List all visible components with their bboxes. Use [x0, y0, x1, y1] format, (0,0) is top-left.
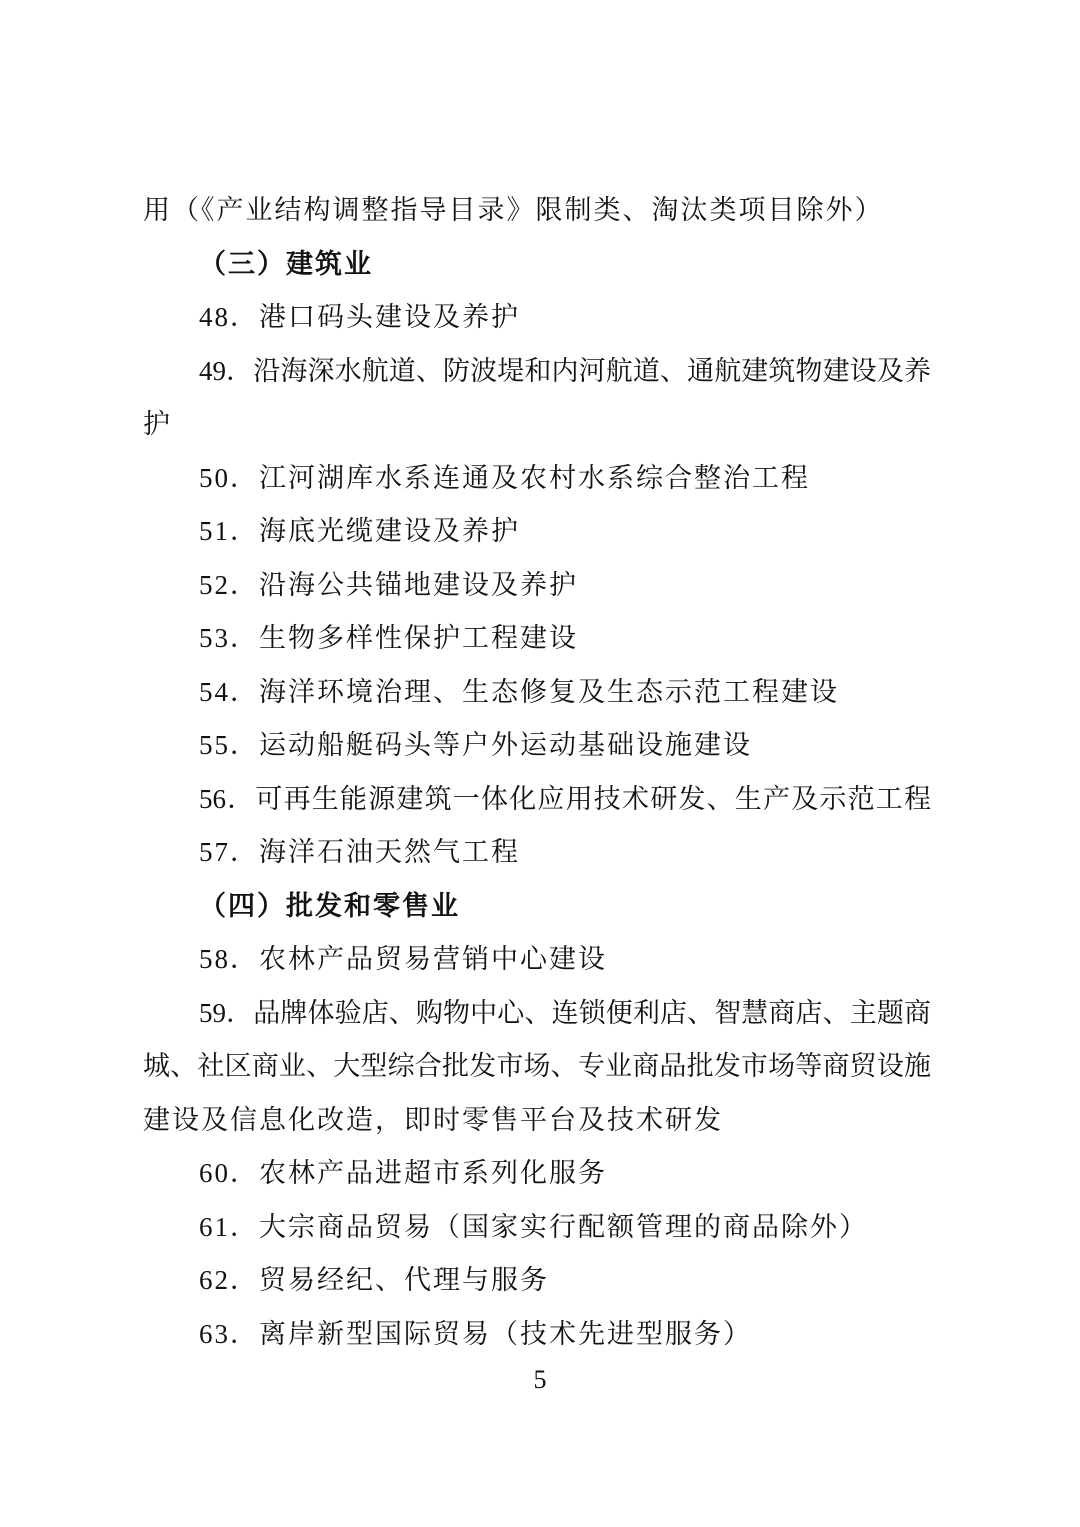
list-item: 61．大宗商品贸易（国家实行配额管理的商品除外） — [199, 1211, 868, 1242]
list-item: 57．海洋石油天然气工程 — [199, 837, 520, 867]
list-item: 59．品牌体验店、购物中心、连锁便利店、智慧商店、主题商 — [199, 997, 931, 1028]
continuation-line: 护 — [143, 409, 172, 439]
list-item: 56．可再生能源建筑一体化应用技术研发、生产及示范工程 — [199, 783, 931, 814]
continuation-line: 城、社区商业、大型综合批发市场、专业商品批发市场等商贸设施 — [143, 1051, 931, 1081]
list-item: 51．海底光缆建设及养护 — [199, 516, 520, 546]
list-item: 55．运动船艇码头等户外运动基础设施建设 — [199, 730, 752, 760]
page-number: 5 — [533, 1365, 547, 1394]
list-item: 54．海洋环境治理、生态修复及生态示范工程建设 — [199, 676, 839, 707]
list-item: 63．离岸新型国际贸易（技术先进型服务） — [199, 1318, 752, 1349]
list-item: 53．生物多样性保护工程建设 — [199, 623, 578, 653]
document-body — [143, 184, 931, 1361]
list-item: 52．沿海公共锚地建设及养护 — [199, 569, 578, 600]
continuation-line: 用（《产业结构调整指导目录》限制类、淘汰类项目除外） — [143, 195, 884, 225]
section-heading: （三）建筑业 — [199, 248, 373, 279]
list-item: 48．港口码头建设及养护 — [199, 302, 520, 332]
continuation-line: 建设及信息化改造，即时零售平台及技术研发 — [143, 1104, 723, 1135]
list-item: 50．江河湖库水系连通及农村水系综合整治工程 — [199, 462, 810, 493]
section-heading: （四）批发和零售业 — [199, 890, 460, 921]
list-item: 60．农林产品进超市系列化服务 — [199, 1158, 607, 1188]
list-item: 49．沿海深水航道、防波堤和内河航道、通航建筑物建设及养 — [199, 355, 931, 386]
list-item: 62．贸易经纪、代理与服务 — [199, 1265, 549, 1295]
list-item: 58．农林产品贸易营销中心建设 — [199, 944, 607, 974]
